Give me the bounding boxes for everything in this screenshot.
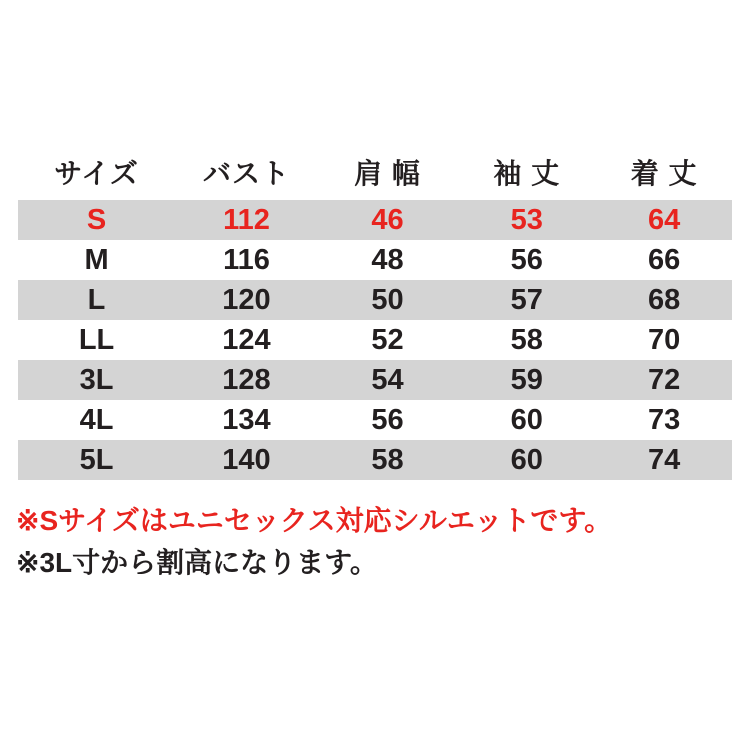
column-header-shoulder-width: 肩 幅 <box>318 152 457 200</box>
note-price-surcharge: ※3L寸から割高になります。 <box>16 547 378 578</box>
cell-size: LL <box>18 320 175 360</box>
cell-sleeve-length: 58 <box>457 320 596 360</box>
cell-sleeve-length: 57 <box>457 280 596 320</box>
cell-size: 4L <box>18 400 175 440</box>
cell-size: L <box>18 280 175 320</box>
cell-size: 3L <box>18 360 175 400</box>
cell-shoulder-width: 46 <box>318 200 457 240</box>
cell-sleeve-length: 56 <box>457 240 596 280</box>
cell-body-length: 66 <box>596 240 732 280</box>
cell-body-length: 70 <box>596 320 732 360</box>
note-unisex-silhouette: ※Sサイズはユニセックス対応シルエットです。 <box>16 505 613 536</box>
table-row <box>18 280 732 320</box>
column-header-bust: バスト <box>175 152 318 200</box>
column-header-sleeve-length: 袖 丈 <box>457 152 596 200</box>
cell-bust: 128 <box>175 360 318 400</box>
cell-size: 5L <box>18 440 175 480</box>
size-table-container <box>18 152 732 480</box>
cell-shoulder-width: 50 <box>318 280 457 320</box>
cell-shoulder-width: 54 <box>318 360 457 400</box>
cell-sleeve-length: 59 <box>457 360 596 400</box>
cell-shoulder-width: 56 <box>318 400 457 440</box>
cell-body-length: 64 <box>596 200 732 240</box>
table-row <box>18 240 732 280</box>
notes-section <box>16 500 732 584</box>
cell-size: M <box>18 240 175 280</box>
cell-body-length: 73 <box>596 400 732 440</box>
cell-sleeve-length: 53 <box>457 200 596 240</box>
cell-bust: 112 <box>175 200 318 240</box>
table-row <box>18 400 732 440</box>
cell-shoulder-width: 48 <box>318 240 457 280</box>
size-table <box>18 152 732 480</box>
cell-sleeve-length: 60 <box>457 440 596 480</box>
cell-bust: 124 <box>175 320 318 360</box>
cell-shoulder-width: 58 <box>318 440 457 480</box>
table-row <box>18 440 732 480</box>
table-row <box>18 360 732 400</box>
size-table-head <box>18 152 732 200</box>
cell-bust: 116 <box>175 240 318 280</box>
cell-body-length: 72 <box>596 360 732 400</box>
table-header-row <box>18 152 732 200</box>
cell-sleeve-length: 60 <box>457 400 596 440</box>
cell-size: S <box>18 200 175 240</box>
cell-bust: 120 <box>175 280 318 320</box>
table-row <box>18 320 732 360</box>
cell-body-length: 68 <box>596 280 732 320</box>
size-table-body <box>18 200 732 480</box>
cell-bust: 140 <box>175 440 318 480</box>
table-row <box>18 200 732 240</box>
cell-bust: 134 <box>175 400 318 440</box>
cell-shoulder-width: 52 <box>318 320 457 360</box>
column-header-body-length: 着 丈 <box>596 152 732 200</box>
cell-body-length: 74 <box>596 440 732 480</box>
column-header-size: サイズ <box>18 152 175 200</box>
